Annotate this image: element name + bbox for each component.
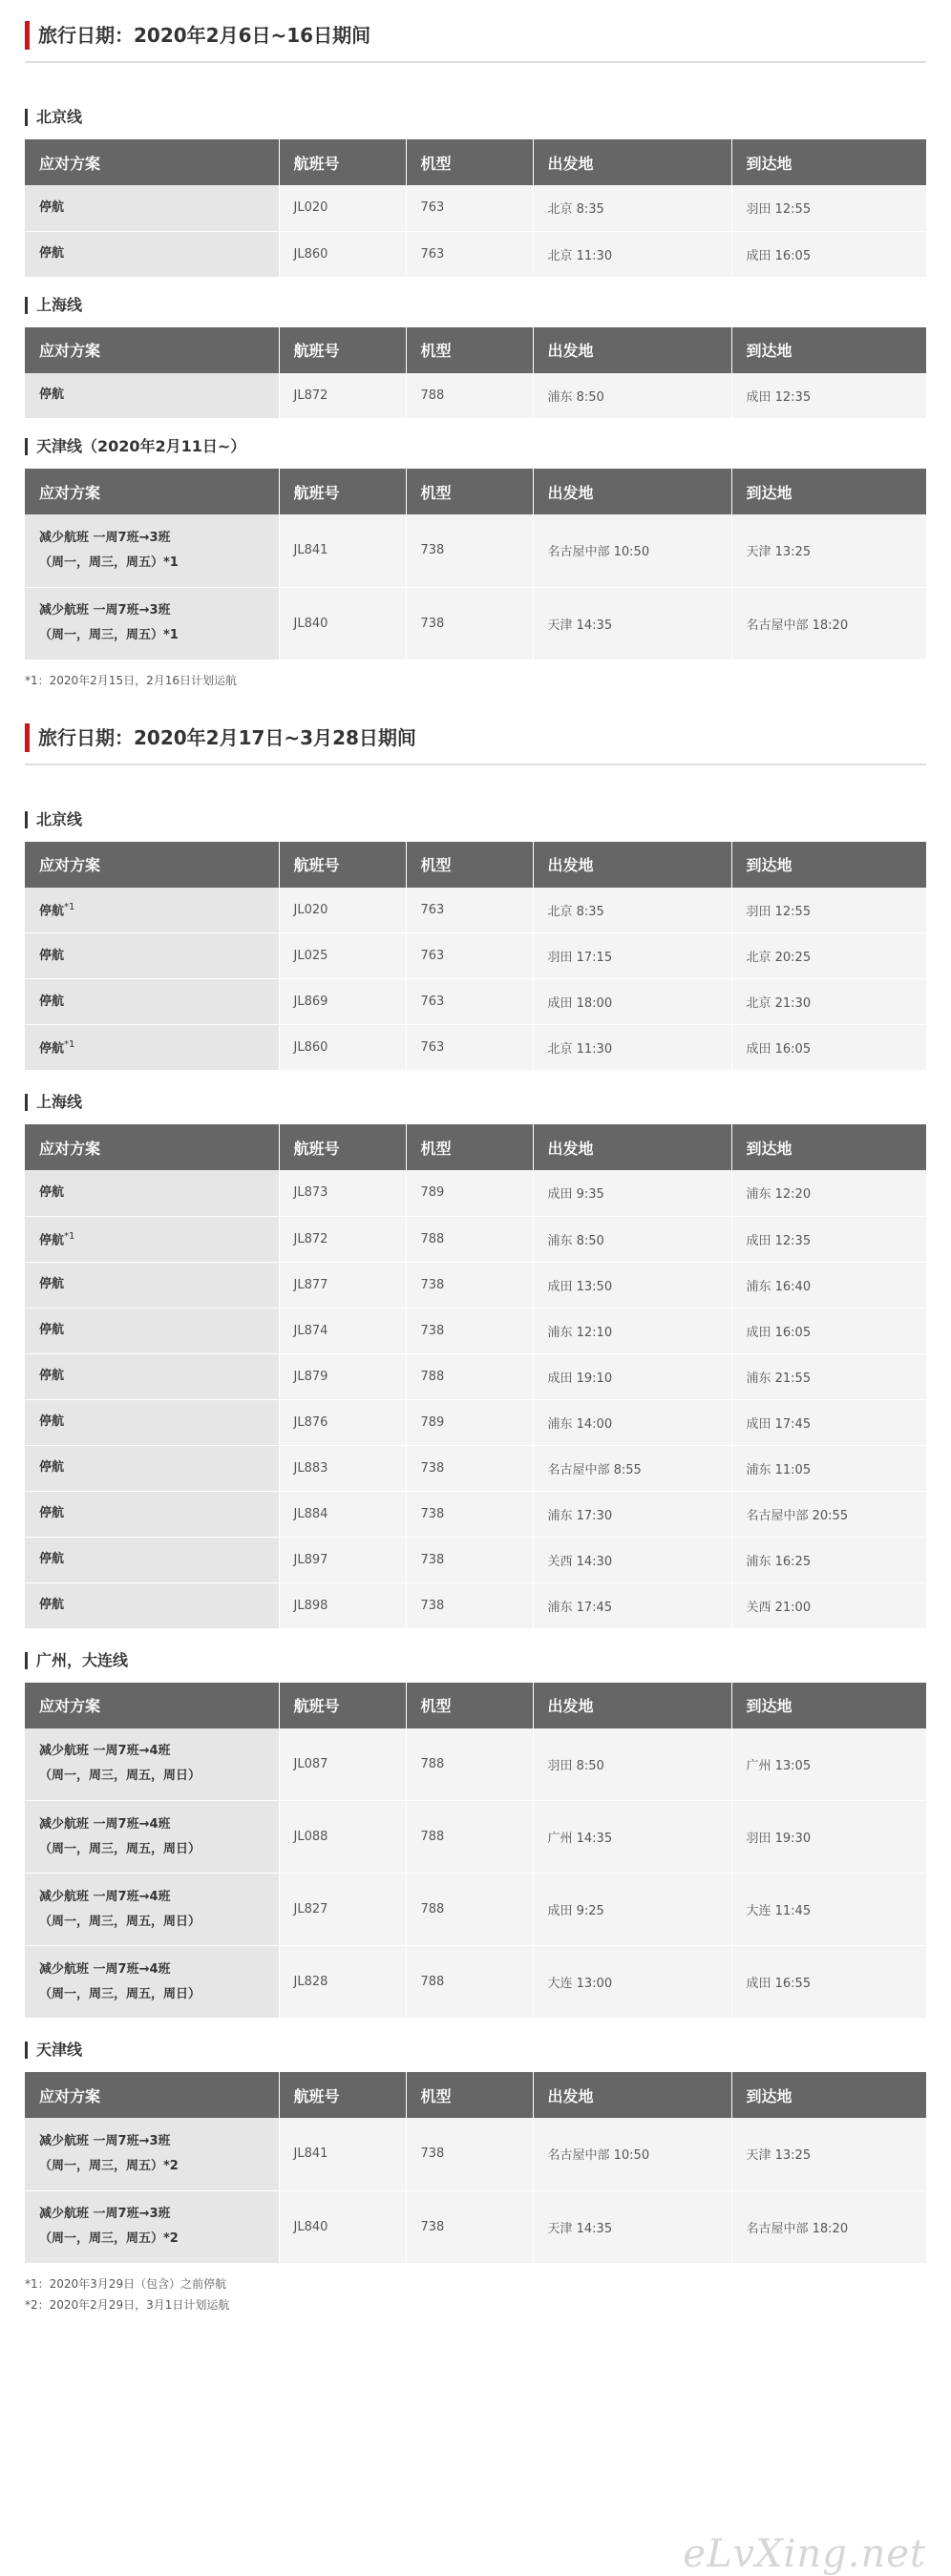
- route-title: 广州，大连线: [25, 1650, 926, 1671]
- column-header: 到达地: [731, 842, 926, 888]
- flight-number-cell: JL873: [279, 1170, 406, 1216]
- route-block: [25, 809, 926, 1072]
- table-row: [25, 587, 926, 660]
- plan-text: 减少航班 一周7班→4班: [39, 1816, 171, 1832]
- plan-text: 停航: [39, 1598, 65, 1612]
- section-title: 旅行日期：2020年2月6日~16日期间: [25, 21, 926, 63]
- plan-cell: [25, 933, 279, 979]
- column-header: 到达地: [731, 139, 926, 185]
- flight-number-cell: JL897: [279, 1537, 406, 1582]
- aircraft-type-cell: 788: [406, 1801, 533, 1874]
- column-header: 机型: [406, 1683, 533, 1728]
- departure-cell: 浦东 17:45: [533, 1582, 731, 1628]
- column-header: 机型: [406, 2072, 533, 2118]
- flight-number-cell: JL884: [279, 1491, 406, 1537]
- column-header: 应对方案: [25, 1683, 279, 1728]
- footnote: *2：2020年2月29日，3月1日计划运航: [25, 2297, 230, 2312]
- flight-number-cell: JL827: [279, 1874, 406, 1946]
- notes: [25, 670, 926, 691]
- departure-cell: 成田 19:10: [533, 1353, 731, 1399]
- plan-cell: [25, 1216, 279, 1262]
- section-title: 旅行日期：2020年2月17日~3月28日期间: [25, 723, 926, 765]
- departure-cell: 浦东 12:10: [533, 1308, 731, 1353]
- plan-cell: [25, 2118, 279, 2190]
- flight-table: [25, 2072, 926, 2264]
- notes: [25, 2273, 926, 2315]
- column-header: 应对方案: [25, 469, 279, 514]
- arrival-cell: 羽田 19:30: [731, 1801, 926, 1874]
- departure-cell: 大连 13:00: [533, 1946, 731, 2019]
- plan-text: 停航: [39, 904, 65, 919]
- flight-table: [25, 327, 926, 420]
- plan-cell: [25, 1025, 279, 1071]
- column-header: 航班号: [279, 139, 406, 185]
- footnote: *1：2020年2月15日，2月16日计划运航: [25, 673, 237, 687]
- aircraft-type-cell: 738: [406, 1308, 533, 1353]
- flight-number-cell: JL841: [279, 2118, 406, 2190]
- table-row: [25, 1262, 926, 1308]
- aircraft-type-cell: 763: [406, 185, 533, 231]
- plan-text: 减少航班 一周7班→4班: [39, 1889, 171, 1904]
- flight-number-cell: JL877: [279, 1262, 406, 1308]
- column-header: 航班号: [279, 842, 406, 888]
- plan-cell: [25, 373, 279, 419]
- table-row: [25, 888, 926, 933]
- arrival-cell: 北京 21:30: [731, 979, 926, 1025]
- flight-table: [25, 842, 926, 1072]
- aircraft-type-cell: 738: [406, 587, 533, 660]
- route-title: 天津线: [25, 2040, 926, 2061]
- column-header: 航班号: [279, 1124, 406, 1170]
- arrival-cell: 广州 13:05: [731, 1728, 926, 1801]
- table-row: [25, 2190, 926, 2263]
- route-title: 上海线: [25, 1092, 926, 1113]
- arrival-cell: 名古屋中部 18:20: [731, 2190, 926, 2263]
- plan-cell: [25, 587, 279, 660]
- arrival-cell: 北京 20:25: [731, 933, 926, 979]
- aircraft-type-cell: 763: [406, 888, 533, 933]
- column-header: 航班号: [279, 1683, 406, 1728]
- flight-number-cell: JL020: [279, 185, 406, 231]
- aircraft-type-cell: 788: [406, 1728, 533, 1801]
- table-row: [25, 1728, 926, 1801]
- plan-days-text: （周一，周三，周五，周日）: [39, 1841, 201, 1856]
- flight-number-cell: JL088: [279, 1801, 406, 1874]
- aircraft-type-cell: 789: [406, 1170, 533, 1216]
- aircraft-type-cell: 788: [406, 1353, 533, 1399]
- plan-cell: [25, 1491, 279, 1537]
- table-row: [25, 2118, 926, 2190]
- flight-number-cell: JL879: [279, 1353, 406, 1399]
- column-header: 出发地: [533, 842, 731, 888]
- plan-cell: [25, 1801, 279, 1874]
- flight-number-cell: JL020: [279, 888, 406, 933]
- departure-cell: 浦东 8:50: [533, 373, 731, 419]
- column-header: 出发地: [533, 1124, 731, 1170]
- table-row: [25, 373, 926, 419]
- departure-cell: 羽田 8:50: [533, 1728, 731, 1801]
- flight-number-cell: JL841: [279, 514, 406, 587]
- departure-cell: 羽田 17:15: [533, 933, 731, 979]
- flight-number-cell: JL872: [279, 373, 406, 419]
- plan-text: 停航: [39, 1552, 65, 1566]
- column-header: 到达地: [731, 1683, 926, 1728]
- arrival-cell: 关西 21:00: [731, 1582, 926, 1628]
- table-row: [25, 1308, 926, 1353]
- route-title: 北京线: [25, 809, 926, 830]
- plan-days-text: （周一，周三，周五）*2: [39, 2158, 179, 2173]
- plan-text: 减少航班 一周7班→4班: [39, 1961, 171, 1977]
- plan-text: 停航: [39, 1277, 65, 1291]
- footnote-marker: *1: [64, 1039, 75, 1051]
- plan-cell: [25, 231, 279, 277]
- departure-cell: 名古屋中部 10:50: [533, 514, 731, 587]
- column-header: 应对方案: [25, 327, 279, 373]
- column-header: 机型: [406, 139, 533, 185]
- plan-cell: [25, 514, 279, 587]
- table-row: [25, 185, 926, 231]
- arrival-cell: 大连 11:45: [731, 1874, 926, 1946]
- plan-text: 减少航班 一周7班→3班: [39, 530, 171, 545]
- watermark-logo: eLvXing.net: [683, 2532, 926, 2576]
- flight-number-cell: JL840: [279, 587, 406, 660]
- column-header: 到达地: [731, 469, 926, 514]
- column-header: 应对方案: [25, 1124, 279, 1170]
- route-block: [25, 2040, 926, 2264]
- plan-text: 停航: [39, 1506, 65, 1520]
- plan-cell: [25, 1728, 279, 1801]
- aircraft-type-cell: 788: [406, 1874, 533, 1946]
- table-row: [25, 1353, 926, 1399]
- arrival-cell: 羽田 12:55: [731, 888, 926, 933]
- aircraft-type-cell: 763: [406, 1025, 533, 1071]
- plan-text: 停航: [39, 1041, 65, 1057]
- flight-number-cell: JL087: [279, 1728, 406, 1801]
- aircraft-type-cell: 738: [406, 1445, 533, 1491]
- arrival-cell: 名古屋中部 20:55: [731, 1491, 926, 1537]
- column-header: 应对方案: [25, 139, 279, 185]
- flight-number-cell: JL876: [279, 1399, 406, 1445]
- departure-cell: 成田 18:00: [533, 979, 731, 1025]
- date-section: [25, 723, 926, 2315]
- route-block: [25, 295, 926, 420]
- aircraft-type-cell: 763: [406, 933, 533, 979]
- flight-number-cell: JL883: [279, 1445, 406, 1491]
- column-header: 机型: [406, 469, 533, 514]
- column-header: 出发地: [533, 327, 731, 373]
- route-block: [25, 1092, 926, 1629]
- departure-cell: 北京 8:35: [533, 888, 731, 933]
- table-row: [25, 1399, 926, 1445]
- column-header: 出发地: [533, 139, 731, 185]
- departure-cell: 关西 14:30: [533, 1537, 731, 1582]
- aircraft-type-cell: 788: [406, 1946, 533, 2019]
- table-header-row: [25, 1683, 926, 1728]
- table-row: [25, 1491, 926, 1537]
- table-header-row: [25, 469, 926, 514]
- table-row: [25, 1170, 926, 1216]
- column-header: 到达地: [731, 1124, 926, 1170]
- column-header: 机型: [406, 327, 533, 373]
- flight-number-cell: JL025: [279, 933, 406, 979]
- route-title: 天津线（2020年2月11日~）: [25, 436, 926, 457]
- plan-cell: [25, 1537, 279, 1582]
- table-row: [25, 1216, 926, 1262]
- plan-text: 减少航班 一周7班→3班: [39, 2207, 171, 2221]
- arrival-cell: 天津 13:25: [731, 514, 926, 587]
- departure-cell: 成田 9:25: [533, 1874, 731, 1946]
- departure-cell: 天津 14:35: [533, 587, 731, 660]
- flight-number-cell: JL860: [279, 1025, 406, 1071]
- departure-cell: 北京 11:30: [533, 231, 731, 277]
- flight-number-cell: JL869: [279, 979, 406, 1025]
- plan-days-text: （周一，周三，周五，周日）: [39, 1986, 201, 2001]
- table-row: [25, 1874, 926, 1946]
- footnote: *1：2020年3月29日（包含）之前停航: [25, 2276, 227, 2291]
- plan-text: 减少航班 一周7班→3班: [39, 2133, 171, 2148]
- arrival-cell: 成田 16:05: [731, 231, 926, 277]
- table-row: [25, 1946, 926, 2019]
- column-header: 到达地: [731, 327, 926, 373]
- plan-text: 停航: [39, 387, 65, 403]
- table-header-row: [25, 139, 926, 185]
- plan-cell: [25, 1262, 279, 1308]
- departure-cell: 浦东 14:00: [533, 1399, 731, 1445]
- plan-text: 停航: [39, 948, 65, 963]
- table-row: [25, 979, 926, 1025]
- route-block: [25, 436, 926, 660]
- flight-table: [25, 139, 926, 278]
- arrival-cell: 成田 12:35: [731, 1216, 926, 1262]
- arrival-cell: 成田 16:05: [731, 1025, 926, 1071]
- plan-text: 停航: [39, 994, 65, 1009]
- column-header: 航班号: [279, 469, 406, 514]
- column-header: 到达地: [731, 2072, 926, 2118]
- plan-cell: [25, 2190, 279, 2263]
- table-row: [25, 933, 926, 979]
- route-title: 上海线: [25, 295, 926, 316]
- plan-cell: [25, 1946, 279, 2019]
- aircraft-type-cell: 738: [406, 1537, 533, 1582]
- flight-number-cell: JL874: [279, 1308, 406, 1353]
- plan-cell: [25, 1353, 279, 1399]
- arrival-cell: 成田 16:05: [731, 1308, 926, 1353]
- departure-cell: 名古屋中部 10:50: [533, 2118, 731, 2190]
- flight-table: [25, 1683, 926, 2020]
- plan-days-text: （周一，周三，周五）*2: [39, 2231, 179, 2246]
- plan-cell: [25, 888, 279, 933]
- departure-cell: 浦东 17:30: [533, 1491, 731, 1537]
- footnote-marker: *1: [64, 1230, 75, 1242]
- arrival-cell: 名古屋中部 18:20: [731, 587, 926, 660]
- departure-cell: 名古屋中部 8:55: [533, 1445, 731, 1491]
- column-header: 机型: [406, 842, 533, 888]
- plan-cell: [25, 1445, 279, 1491]
- departure-cell: 成田 13:50: [533, 1262, 731, 1308]
- aircraft-type-cell: 788: [406, 373, 533, 419]
- plan-text: 停航: [39, 1233, 65, 1248]
- arrival-cell: 羽田 12:55: [731, 185, 926, 231]
- plan-text: 停航: [39, 246, 65, 261]
- plan-days-text: （周一，周三，周五）*1: [39, 555, 179, 570]
- arrival-cell: 浦东 21:55: [731, 1353, 926, 1399]
- plan-cell: [25, 1170, 279, 1216]
- flight-number-cell: JL872: [279, 1216, 406, 1262]
- aircraft-type-cell: 738: [406, 1491, 533, 1537]
- departure-cell: 天津 14:35: [533, 2190, 731, 2263]
- column-header: 应对方案: [25, 842, 279, 888]
- column-header: 航班号: [279, 327, 406, 373]
- aircraft-type-cell: 738: [406, 514, 533, 587]
- plan-text: 停航: [39, 1323, 65, 1337]
- column-header: 航班号: [279, 2072, 406, 2118]
- table-row: [25, 1537, 926, 1582]
- plan-cell: [25, 185, 279, 231]
- departure-cell: 广州 14:35: [533, 1801, 731, 1874]
- arrival-cell: 浦东 12:20: [731, 1170, 926, 1216]
- route-block: [25, 1650, 926, 2020]
- arrival-cell: 浦东 16:25: [731, 1537, 926, 1582]
- departure-cell: 北京 11:30: [533, 1025, 731, 1071]
- route-title: 北京线: [25, 107, 926, 128]
- flight-number-cell: JL840: [279, 2190, 406, 2263]
- table-row: [25, 1445, 926, 1491]
- arrival-cell: 成田 12:35: [731, 373, 926, 419]
- table-row: [25, 1025, 926, 1071]
- column-header: 出发地: [533, 1683, 731, 1728]
- arrival-cell: 浦东 11:05: [731, 1445, 926, 1491]
- arrival-cell: 浦东 16:40: [731, 1262, 926, 1308]
- table-row: [25, 1801, 926, 1874]
- aircraft-type-cell: 738: [406, 2190, 533, 2263]
- aircraft-type-cell: 738: [406, 2118, 533, 2190]
- plan-text: 停航: [39, 1460, 65, 1475]
- footnote-marker: *1: [64, 902, 75, 913]
- plan-days-text: （周一，周三，周五）*1: [39, 628, 179, 642]
- plan-text: 停航: [39, 1414, 65, 1429]
- aircraft-type-cell: 738: [406, 1582, 533, 1628]
- plan-text: 减少航班 一周7班→4班: [39, 1744, 171, 1759]
- table-header-row: [25, 1124, 926, 1170]
- departure-cell: 北京 8:35: [533, 185, 731, 231]
- table-row: [25, 231, 926, 277]
- departure-cell: 成田 9:35: [533, 1170, 731, 1216]
- aircraft-type-cell: 789: [406, 1399, 533, 1445]
- departure-cell: 浦东 8:50: [533, 1216, 731, 1262]
- plan-text: 停航: [39, 1369, 65, 1383]
- table-header-row: [25, 842, 926, 888]
- plan-days-text: （周一，周三，周五，周日）: [39, 1914, 201, 1929]
- plan-cell: [25, 1874, 279, 1946]
- flight-number-cell: JL860: [279, 231, 406, 277]
- flight-number-cell: JL898: [279, 1582, 406, 1628]
- table-row: [25, 514, 926, 587]
- column-header: 出发地: [533, 2072, 731, 2118]
- aircraft-type-cell: 763: [406, 979, 533, 1025]
- plan-text: 停航: [39, 1184, 65, 1200]
- table-row: [25, 1582, 926, 1628]
- plan-cell: [25, 1582, 279, 1628]
- arrival-cell: 成田 16:55: [731, 1946, 926, 2019]
- plan-text: 停航: [39, 199, 65, 215]
- table-header-row: [25, 2072, 926, 2118]
- date-section: [25, 21, 926, 691]
- plan-cell: [25, 1399, 279, 1445]
- plan-cell: [25, 979, 279, 1025]
- aircraft-type-cell: 738: [406, 1262, 533, 1308]
- flight-table: [25, 1124, 926, 1629]
- column-header: 应对方案: [25, 2072, 279, 2118]
- column-header: 出发地: [533, 469, 731, 514]
- aircraft-type-cell: 763: [406, 231, 533, 277]
- plan-cell: [25, 1308, 279, 1353]
- route-block: [25, 107, 926, 278]
- flight-table: [25, 469, 926, 660]
- plan-days-text: （周一，周三，周五，周日）: [39, 1769, 201, 1784]
- column-header: 机型: [406, 1124, 533, 1170]
- arrival-cell: 天津 13:25: [731, 2118, 926, 2190]
- flight-number-cell: JL828: [279, 1946, 406, 2019]
- plan-text: 减少航班 一周7班→3班: [39, 603, 171, 618]
- aircraft-type-cell: 788: [406, 1216, 533, 1262]
- table-header-row: [25, 327, 926, 373]
- arrival-cell: 成田 17:45: [731, 1399, 926, 1445]
